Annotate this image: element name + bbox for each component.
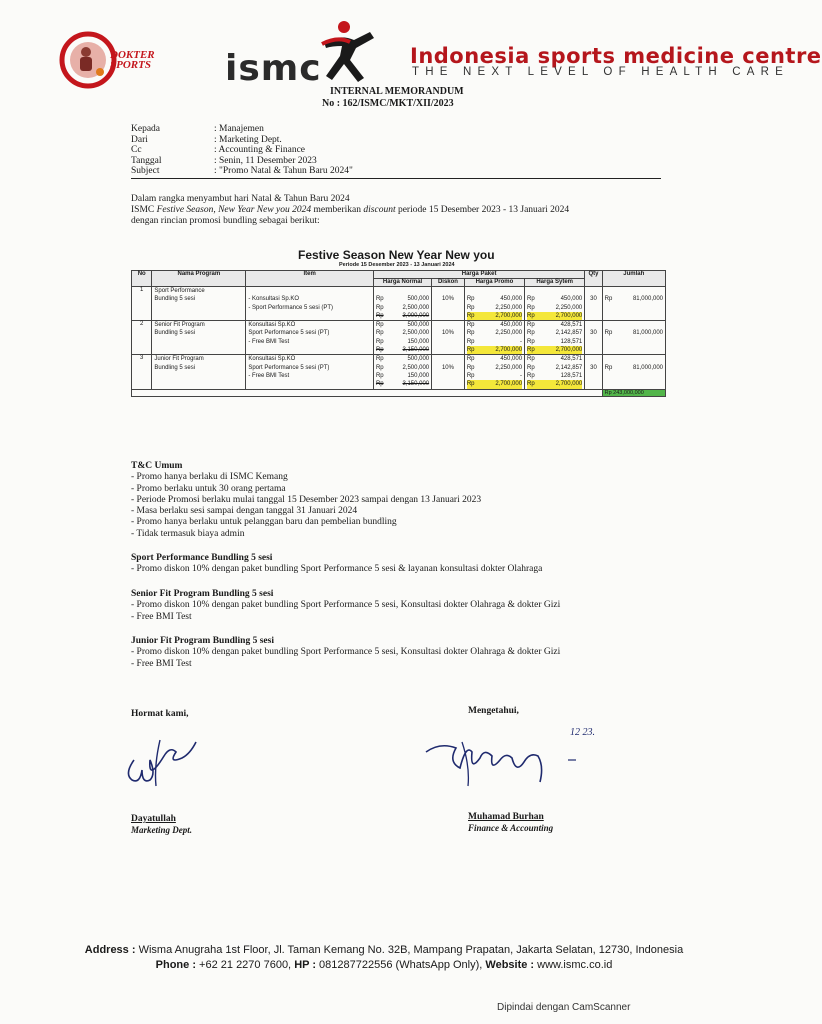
cell-qty: 30: [585, 355, 602, 389]
address-value: : Marketing Dept.: [214, 134, 282, 145]
tnc-title: T&C Umum: [131, 461, 183, 471]
footer-address: Address : Wisma Anugraha 1st Floor, Jl. Taman Kemang No. 32B, Mampang Prapatan, Jakarta Selatan, 12730, Indonesia: [84, 944, 684, 956]
money-line: Rp 2,700,000: [527, 347, 583, 354]
ismc-wordmark: ismc: [225, 48, 322, 89]
money-line: Rp 2,142,857: [527, 364, 583, 371]
cell-jumlah: Rp 81,000,000: [602, 287, 665, 321]
cell-sistem: [525, 355, 585, 389]
money-line: Rp 150,000: [375, 372, 430, 379]
dokter-sports-wordmark: DOKTER SPORTS: [110, 49, 155, 71]
right-signature-icon: [420, 722, 590, 792]
left-signature-icon: [120, 730, 200, 790]
right-signatory-role: Finance & Accounting: [468, 823, 554, 833]
money-line: Rp 2,700,000: [527, 312, 583, 319]
address-value: : Manajemen: [214, 124, 264, 134]
runner-figure-icon: [320, 20, 380, 86]
money-line: Rp 428,571: [527, 356, 583, 363]
bundle-item: - Promo diskon 10% dengan paket bundling Sport Performance 5 sesi, Konsultasi dokter Olahraga & dokter Gizi: [131, 647, 561, 658]
cell-sistem: [525, 321, 585, 355]
money-line: Rp 2,142,857: [527, 330, 583, 337]
left-signatory-role: Marketing Dept.: [131, 825, 193, 835]
bundle-section: [131, 589, 560, 623]
money-line: Rp 2,250,000: [466, 364, 523, 371]
money-line: Rp 3,000,000: [375, 312, 430, 319]
cell-no: 1: [132, 287, 152, 321]
bundle-item: - Promo diskon 10% dengan paket bundling Sport Performance 5 sesi, Konsultasi dokter Olahraga & dokter Gizi: [131, 600, 561, 611]
table-subtitle: Periode 15 Desember 2023 - 13 Januari 2024: [339, 262, 455, 268]
address-value: : Accounting & Finance: [214, 145, 306, 156]
money-line: Rp 2,700,000: [466, 312, 523, 319]
money-line: Rp 3,150,000: [375, 381, 430, 388]
bundle-title: Senior Fit Program Bundling 5 sesi: [131, 589, 274, 599]
bundle-item: - Promo diskon 10% dengan paket bundling Sport Performance 5 sesi & layanan konsultasi dokter Olahraga: [131, 564, 543, 575]
money-line: Rp 2,250,000: [466, 304, 523, 311]
grand-total: Rp 243,000,000: [602, 389, 665, 396]
bundle-item: - Free BMI Test: [131, 611, 192, 622]
money-line: Rp 2,700,000: [527, 381, 583, 388]
header-no: No: [132, 271, 152, 287]
address-row: [131, 124, 353, 135]
header-diskon: Diskon: [432, 279, 465, 287]
money-line: Rp 150,000: [375, 338, 430, 345]
address-row: [131, 145, 353, 156]
money-line: Rp 128,571: [527, 372, 583, 379]
tnc-section: [131, 461, 481, 540]
intro-line-2: ISMC Festive Season, New Year New you 2024 memberikan discount periode 15 Desember 2023 - 13 Januari 2024: [131, 205, 570, 215]
intro-line-1: Dalam rangka menyambut hari Natal & Tahun Baru 2024: [131, 194, 350, 204]
bundle-section: [131, 553, 542, 576]
cell-jumlah: Rp 81,000,000: [602, 355, 665, 389]
cell-item: Konsultasi Sp.KO Sport Performance 5 sesi (PT) - Free BMI Test: [246, 321, 374, 355]
cell-jumlah: Rp 81,000,000: [602, 321, 665, 355]
intro-paragraph: [131, 194, 671, 227]
grand-total-row: [132, 389, 666, 396]
table-title: Festive Season New Year New you: [298, 248, 495, 262]
cell-sistem: [525, 287, 585, 321]
money-line: Rp 500,000: [375, 296, 430, 303]
bundle-title: Junior Fit Program Bundling 5 sesi: [131, 636, 274, 646]
right-signatory-name: Muhamad Burhan: [468, 812, 544, 822]
tnc-item: - Promo hanya berlaku untuk pelanggan baru dan pembelian bundling: [131, 517, 397, 528]
cell-item: Konsultasi Sp.KO Sport Performance 5 sesi (PT) - Free BMI Test: [246, 355, 374, 389]
brand-title: Indonesia sports medicine centre: [410, 44, 822, 68]
bundle-section: [131, 636, 560, 670]
money-line: Rp 2,500,000: [375, 330, 430, 337]
money-line: Rp 450,000: [466, 356, 523, 363]
tnc-item: - Periode Promosi berlaku mulai tanggal 15 Desember 2023 sampai dengan 13 Januari 2023: [131, 494, 482, 505]
money-line: Rp -: [466, 338, 523, 345]
cell-qty: 30: [585, 321, 602, 355]
address-row: [131, 166, 353, 177]
table-row: [132, 355, 666, 389]
header-sistem: Harga Sytem: [525, 279, 585, 287]
tnc-item: - Promo berlaku untuk 30 orang pertama: [131, 483, 286, 494]
cell-promo: [464, 355, 524, 389]
bundle-title: Sport Performance Bundling 5 sesi: [131, 553, 273, 563]
table-header-row-1: [132, 271, 666, 279]
cell-no: 3: [132, 355, 152, 389]
cell-program: Junior Fit Program Bundling 5 sesi: [152, 355, 246, 389]
money-line: Rp 450,000: [527, 296, 583, 303]
money-line: Rp 2,250,000: [466, 330, 523, 337]
tnc-item: - Masa berlaku sesi sampai dengan tanggal 31 Januari 2024: [131, 506, 358, 517]
left-signature-label: Hormat kami,: [131, 709, 189, 719]
header-promo: Harga Promo: [464, 279, 524, 287]
cell-program: Senior Fit Program Bundling 5 sesi: [152, 321, 246, 355]
address-row: [131, 135, 353, 146]
cell-no: 2: [132, 321, 152, 355]
cell-normal: [373, 287, 431, 321]
cell-diskon: 10%: [432, 287, 465, 321]
money-line: Rp 128,571: [527, 338, 583, 345]
right-signature-label: Mengetahui,: [468, 706, 519, 716]
memo-number: No : 162/ISMC/MKT/XII/2023: [322, 98, 454, 109]
dokter-sports-logo: [58, 30, 178, 90]
money-line: Rp 3,150,000: [375, 347, 430, 354]
address-key: Dari: [131, 134, 148, 145]
address-row: [131, 156, 353, 167]
money-line: Rp 450,000: [466, 296, 523, 303]
money-line: Rp 2,250,000: [527, 304, 583, 311]
header-harga-paket: Harga Paket: [373, 271, 584, 279]
address-key: Kepada: [131, 124, 161, 134]
pricing-table: [131, 270, 666, 397]
table-row: [132, 321, 666, 355]
address-block: [131, 124, 353, 177]
address-divider: [131, 178, 661, 179]
money-line: Rp 500,000: [375, 356, 430, 363]
money-line: Rp -: [466, 372, 523, 379]
address-key: Cc: [131, 145, 142, 156]
cell-promo: [464, 321, 524, 355]
ismc-logo: [225, 18, 385, 88]
money-line: Rp 428,571: [527, 322, 583, 329]
left-signatory-name: Dayatullah: [131, 814, 176, 824]
scanner-watermark: Dipindai dengan CamScanner: [497, 1002, 631, 1013]
header-item: Item: [246, 271, 374, 287]
header-jumlah: Jumlah: [602, 271, 665, 287]
cell-diskon: 10%: [432, 321, 465, 355]
header-normal: Harga Normal: [373, 279, 431, 287]
cell-diskon: 10%: [432, 355, 465, 389]
money-line: Rp 500,000: [375, 322, 430, 329]
address-value: : Senin, 11 Desember 2023: [214, 155, 317, 166]
memo-title: INTERNAL MEMORANDUM: [330, 86, 464, 97]
money-line: Rp 2,500,000: [375, 304, 430, 311]
money-line: Rp 450,000: [466, 322, 523, 329]
header-program: Nama Program: [152, 271, 246, 287]
tnc-item: - Promo hanya berlaku di ISMC Kemang: [131, 472, 288, 483]
address-key: Tanggal: [131, 155, 162, 166]
cell-qty: 30: [585, 287, 602, 321]
date-note: 12 23.: [570, 727, 595, 738]
cell-promo: [464, 287, 524, 321]
address-value: : "Promo Natal & Tahun Baru 2024": [214, 166, 353, 177]
money-line: Rp 2,700,000: [466, 347, 523, 354]
footer-contact: Phone : +62 21 2270 7600, HP : 081287722556 (WhatsApp Only), Website : www.ismc.co.id: [155, 959, 613, 971]
intro-line-3: dengan rincian promosi bundling sebagai berikut:: [131, 216, 320, 226]
header-qty: Qty: [585, 271, 602, 287]
tnc-item: - Tidak termasuk biaya admin: [131, 528, 245, 539]
cell-normal: [373, 355, 431, 389]
cell-normal: [373, 321, 431, 355]
money-line: Rp 2,500,000: [375, 364, 430, 371]
brand-tagline: THE NEXT LEVEL OF HEALTH CARE: [412, 66, 790, 78]
address-key: Subject: [131, 166, 160, 177]
cell-program: Sport Performance Bundling 5 sesi: [152, 287, 246, 321]
money-line: Rp 2,700,000: [466, 381, 523, 388]
bundle-item: - Free BMI Test: [131, 658, 192, 669]
cell-item: - Konsultasi Sp.KO - Sport Performance 5 sesi (PT): [246, 287, 374, 321]
table-row: [132, 287, 666, 321]
